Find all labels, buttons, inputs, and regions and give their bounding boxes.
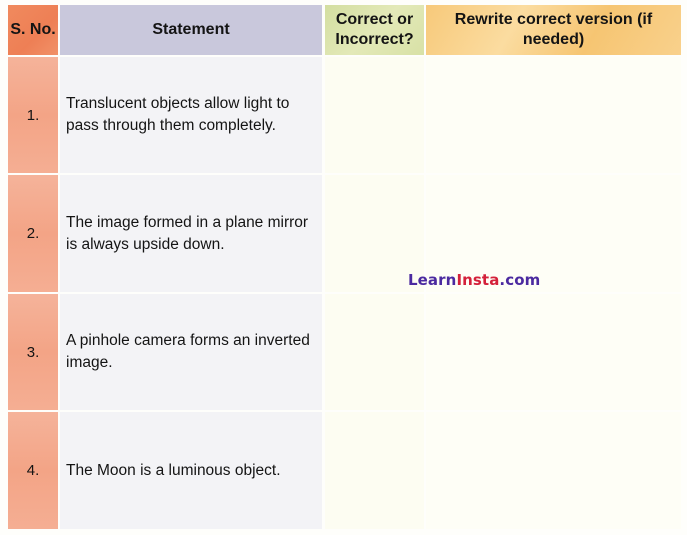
watermark-com: .com bbox=[499, 271, 541, 289]
row-4-rewrite-field[interactable] bbox=[426, 412, 681, 529]
header-sno: S. No. bbox=[8, 5, 58, 55]
row-1-correct-or-incorrect-field[interactable] bbox=[325, 57, 424, 173]
header-correct-or-incorrect: Correct or Incorrect? bbox=[325, 5, 424, 55]
watermark-insta: Insta bbox=[456, 271, 500, 289]
correct-incorrect-table bbox=[8, 5, 681, 529]
row-4-correct-or-incorrect-field[interactable] bbox=[325, 412, 424, 529]
row-3-correct-or-incorrect-field[interactable] bbox=[325, 294, 424, 410]
row-1-sno: 1. bbox=[8, 57, 58, 173]
row-1-statement: Translucent objects allow light to pass through them completely. bbox=[60, 57, 322, 173]
row-2-statement: The image formed in a plane mirror is always upside down. bbox=[60, 175, 322, 292]
row-4-statement: The Moon is a luminous object. bbox=[60, 412, 322, 529]
row-4-sno: 4. bbox=[8, 412, 58, 529]
row-3-statement: A pinhole camera forms an inverted image. bbox=[60, 294, 322, 410]
row-2-sno: 2. bbox=[8, 175, 58, 292]
watermark-learn: Learn bbox=[408, 271, 457, 289]
row-1-rewrite-field[interactable] bbox=[426, 57, 681, 173]
header-rewrite: Rewrite correct version (if needed) bbox=[426, 5, 681, 55]
header-statement: Statement bbox=[60, 5, 322, 55]
row-3-sno: 3. bbox=[8, 294, 58, 410]
row-3-rewrite-field[interactable] bbox=[426, 294, 681, 410]
learninsta-watermark bbox=[408, 271, 540, 289]
